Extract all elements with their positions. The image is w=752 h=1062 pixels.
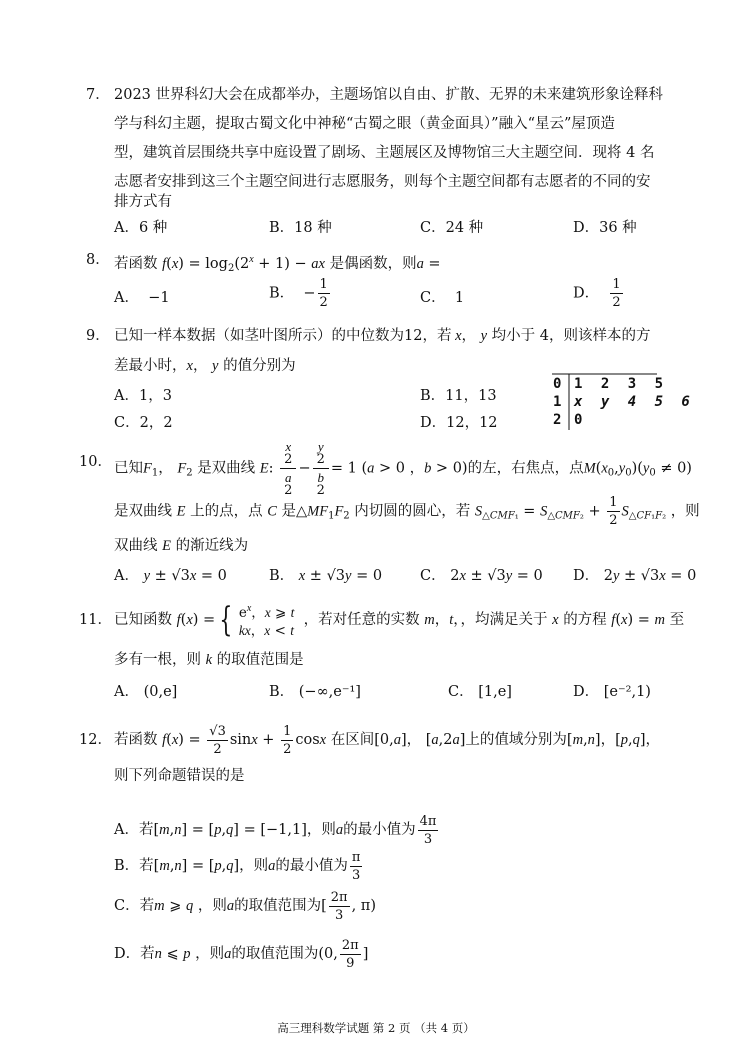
option-a[interactable]: A． −1: [114, 290, 170, 306]
option-b[interactable]: B． x ± √3y = 0: [269, 568, 383, 584]
option-b[interactable]: B．18 种: [269, 220, 332, 236]
question-text-line: 型，建筑首层围绕共享中庭设置了剧场、主题展区及博物馆三大主题空间．现将 4 名: [114, 145, 655, 161]
leaf-values: 1 2 3 5: [574, 376, 669, 392]
question-number: 10．: [79, 454, 112, 470]
leaf-values: 0: [574, 412, 588, 428]
option-d[interactable]: D． $\frac{1}{2}$: [573, 277, 621, 310]
question-text-line: 多有一根，则 k 的取值范围是: [114, 652, 304, 668]
question-number: 11．: [79, 612, 112, 628]
option-d[interactable]: D．若n ⩽ p ，则a的取值范围为(0, $\frac{2\pi}{9}$ ]: [114, 937, 369, 971]
question-text-line: 已知一样本数据（如茎叶图所示）的中位数为12，若 x， y 均小于 4，则该样本的方: [114, 328, 651, 344]
question-text-line: 学与科幻主题，提取古蜀文化中神秘“古蜀之眼（黄金面具）”融入“星云”屋顶造: [114, 116, 615, 132]
option-c[interactable]: C．2，2: [114, 415, 173, 431]
option-a[interactable]: A．若[m,n] = [p,q] = [−1,1]，则a的最小值为 $\frac{4\pi}{3}$: [114, 813, 437, 847]
option-c[interactable]: C． [1,e]: [448, 684, 512, 700]
option-b[interactable]: B． − $\frac{1}{2}$: [269, 277, 328, 310]
option-c[interactable]: C． 2x ± √3y = 0: [420, 568, 543, 584]
question-number: 7．: [86, 87, 110, 103]
option-b[interactable]: B．若[m,n] = [p,q]，则a的最小值为 $\frac{\pi}{3}$: [114, 849, 361, 883]
page-footer: 高三理科数学试题 第 2 页 （共 4 页）: [277, 1021, 475, 1035]
question-number: 9．: [86, 328, 110, 344]
question-number: 12．: [79, 732, 112, 748]
option-a[interactable]: A． (0,e]: [114, 684, 178, 700]
option-c[interactable]: C． 1: [420, 290, 465, 306]
option-b[interactable]: B． (−∞,e⁻¹]: [269, 684, 361, 700]
stem-value: 2: [553, 412, 567, 428]
math-expression: f: [162, 256, 167, 272]
option-d[interactable]: D． 2y ± √3x = 0: [573, 568, 697, 584]
question-text-line: 双曲线 E 的渐近线为: [114, 538, 249, 554]
option-a[interactable]: A．1，3: [114, 388, 172, 404]
option-d[interactable]: D．36 种: [573, 220, 637, 236]
option-a[interactable]: A．6 种: [114, 220, 168, 236]
question-text-line: 2023 世界科幻大会在成都举办，主题场馆以自由、扩散、无界的未来建筑形象诠释科: [114, 87, 664, 103]
leaf-values: x y 4 5 6: [574, 394, 695, 410]
question-text-line: 差最小时，x， y 的值分别为: [114, 358, 296, 374]
option-d[interactable]: D． [e⁻²,1): [573, 684, 651, 700]
option-d[interactable]: D．12，12: [420, 415, 498, 431]
question-text-line: 则下列命题错误的是: [114, 768, 245, 784]
option-c[interactable]: C．24 种: [420, 220, 484, 236]
stem-value: 1: [553, 394, 567, 410]
question-text-line: 若函数 f(x) = $\frac{√3}{2}$ sinx + $\frac{1}{2}$ cosx 在区间[0,a]， [a,2a]上的值域分别为[m,n]，[p,q]，: [114, 723, 661, 757]
question-text-line: 是双曲线 E 上的点，点 C 是$\triangle MF_1F_2$ 内切圆的圆心，若 $S_{\triangle CMF_1} = S_{\triangle CMF_2}$ + $\frac{1}{2}$ $S_{\triangle CF_1F_2}$ ，则: [114, 495, 700, 528]
option-a[interactable]: A． y ± √3x = 0: [114, 568, 227, 584]
question-number: 8．: [86, 252, 110, 268]
question-text-line: 排方式有: [114, 194, 172, 210]
stem-value: 0: [553, 376, 567, 392]
question-text-line: 已知$F_1$， $F_2$ 是双曲线 E: x 2 a 2 − y 2 b 2 = 1 (a > 0 ，b > 0)的左，右焦点，点$M(x_0,y_0)(y_0 \ne 0)$: [114, 439, 692, 498]
option-c[interactable]: C．若m ⩾ q ，则a的取值范围为[ $\frac{2\pi}{3}$ , π): [114, 889, 376, 923]
question-text: 若函数 $f(x) = \log_2(2^x + 1)$ − ax 是偶函数，则a =: [114, 254, 441, 274]
question-text-line: 已知函数 f(x) = { $e^x$，x ⩾ t kx，x < t ，若对任意的实数 m，t，，均满足关于 x 的方程 f(x) = m 至: [114, 600, 685, 640]
option-b[interactable]: B．11，13: [420, 388, 497, 404]
question-text-line: 志愿者安排到这三个主题空间进行志愿服务，则每个主题空间都有志愿者的不同的安: [114, 174, 651, 190]
